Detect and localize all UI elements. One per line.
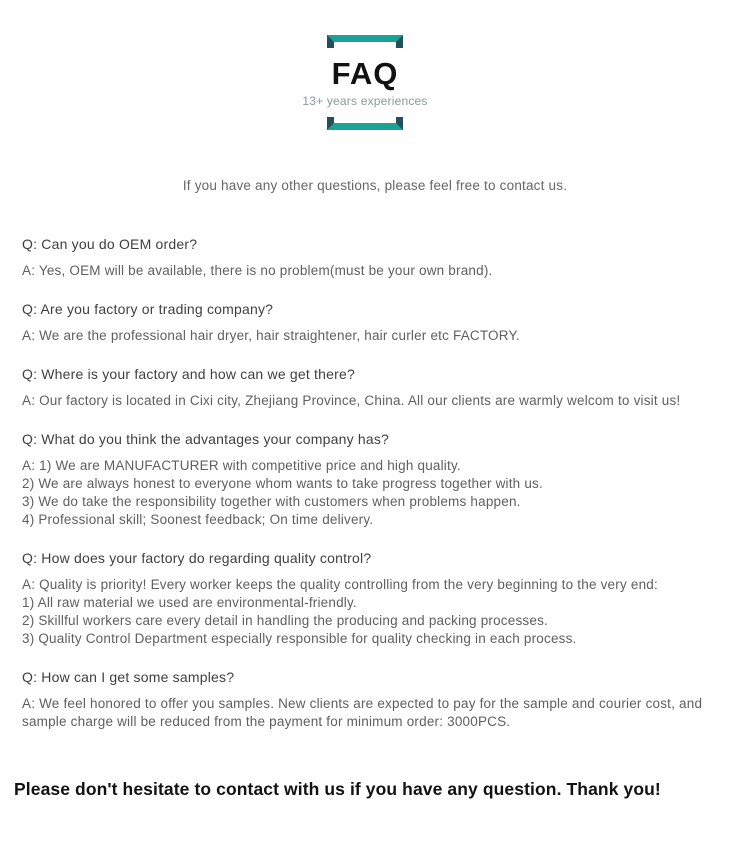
faq-answer-line: A: We feel honored to offer you samples. New clients are expected to pay for the sample and courier cost, and sample charge will be reduced from the payment for minimum order: 3000PCS. [22,696,703,730]
faq-question: Q: What do you think the advantages your company has? [22,431,390,448]
faq-answer-line: 2) We are always honest to everyone whom wants to take progress together with us. [22,476,543,492]
faq-item [22,300,728,345]
faq-header [275,35,455,130]
faq-answer-line: A: Our factory is located in Cixi city, Zhejiang Province, China. All our clients are warmly welcom to visit us! [22,393,681,409]
bracket-top-decoration [327,35,403,48]
faq-answer-line: 3) We do take the responsibility together with customers when problems happen. [22,494,521,510]
faq-item [22,549,728,648]
faq-answer-line: 4) Professional skill; Soonest feedback; On time delivery. [22,512,374,528]
footer-note: Please don't hesitate to contact with us if you have any question. Thank you! [14,779,661,800]
page-title: FAQ [331,56,399,91]
faq-list [22,235,728,731]
faq-answer-line: 2) Skillful workers care every detail in handling the producing and packing processes. [22,613,548,629]
header-subtitle: 13+ years experiences [302,94,428,109]
faq-question: Q: Where is your factory and how can we get there? [22,366,355,383]
faq-question: Q: Can you do OEM order? [22,236,198,253]
faq-answer-line: A: We are the professional hair dryer, hair straightener, hair curler etc FACTORY. [22,328,520,344]
faq-question: Q: Are you factory or trading company? [22,301,274,318]
faq-answer-line: A: Yes, OEM will be available, there is no problem(must be your own brand). [22,263,493,279]
faq-question: Q: How does your factory do regarding quality control? [22,550,372,567]
faq-item [22,365,728,410]
faq-item [22,668,728,731]
faq-question: Q: How can I get some samples? [22,669,235,686]
faq-answer-line: A: Quality is priority! Every worker keeps the quality controlling from the very beginning to the very end: [22,577,658,593]
intro-text: If you have any other questions, please feel free to contact us. [182,178,568,194]
faq-answer-line: 3) Quality Control Department especially responsible for quality checking in each process. [22,631,577,647]
faq-answer-line: 1) All raw material we used are environmental-friendly. [22,595,357,611]
bracket-bottom-decoration [327,117,403,130]
faq-item [22,430,728,529]
faq-item [22,235,728,280]
faq-answer-line: A: 1) We are MANUFACTURER with competitive price and high quality. [22,458,461,474]
